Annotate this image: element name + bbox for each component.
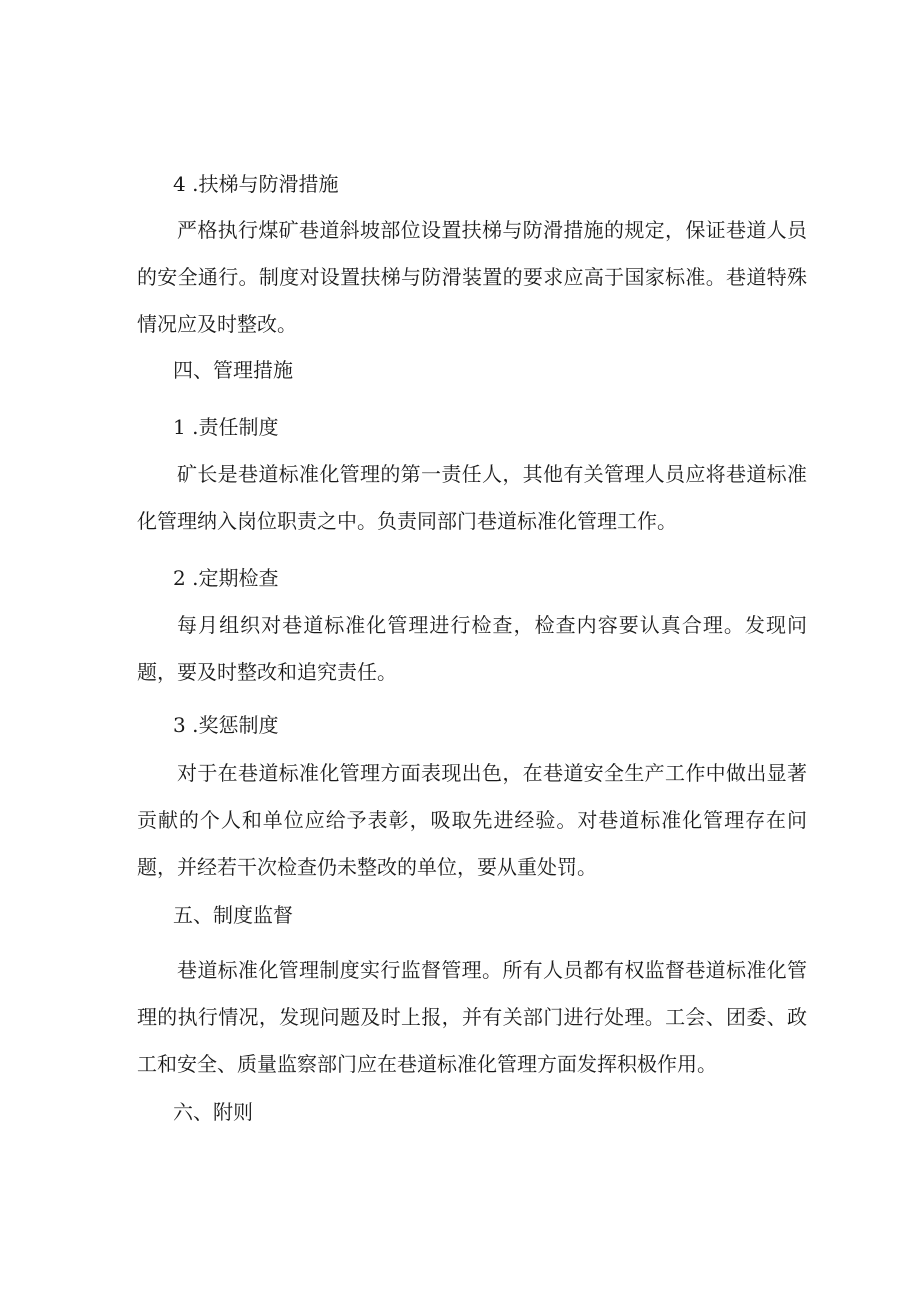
section-heading-management: 四、管理措施 [173, 358, 293, 382]
section-heading-appendix: 六、附则 [173, 1100, 253, 1124]
section-heading-inspection: 2 .定期检查 [173, 566, 279, 590]
section-heading-escalator: 4 .扶梯与防滑措施 [173, 172, 339, 196]
paragraph-escalator: 严格执行煤矿巷道斜坡部位设置扶梯与防滑措施的规定，保证巷道人员的安全通行。制度对设置扶梯与防滑装置的要求应高于国家标准。巷道特殊情况应及时整改。 [137, 218, 807, 336]
section-heading-reward: 3 .奖惩制度 [173, 713, 279, 737]
paragraph-responsibility: 矿长是巷道标准化管理的第一责任人，其他有关管理人员应将巷道标准化管理纳入岗位职责之中。负责同部门巷道标准化管理工作。 [137, 462, 807, 533]
section-heading-supervision: 五、制度监督 [173, 903, 293, 927]
paragraph-reward: 对于在巷道标准化管理方面表现出色，在巷道安全生产工作中做出显著贡献的个人和单位应给予表彰，吸取先进经验。对巷道标准化管理存在问题，并经若干次检查仍未整改的单位，要从重处罚。 [137, 761, 807, 879]
section-heading-responsibility: 1 .责任制度 [173, 415, 279, 439]
paragraph-supervision: 巷道标准化管理制度实行监督管理。所有人员都有权监督巷道标准化管理的执行情况，发现问题及时上报，并有关部门进行处理。工会、团委、政工和安全、质量监察部门应在巷道标准化管理方面发挥积极作用。 [137, 958, 807, 1076]
paragraph-inspection: 每月组织对巷道标准化管理进行检查，检查内容要认真合理。发现问题，要及时整改和追究责任。 [137, 613, 807, 684]
